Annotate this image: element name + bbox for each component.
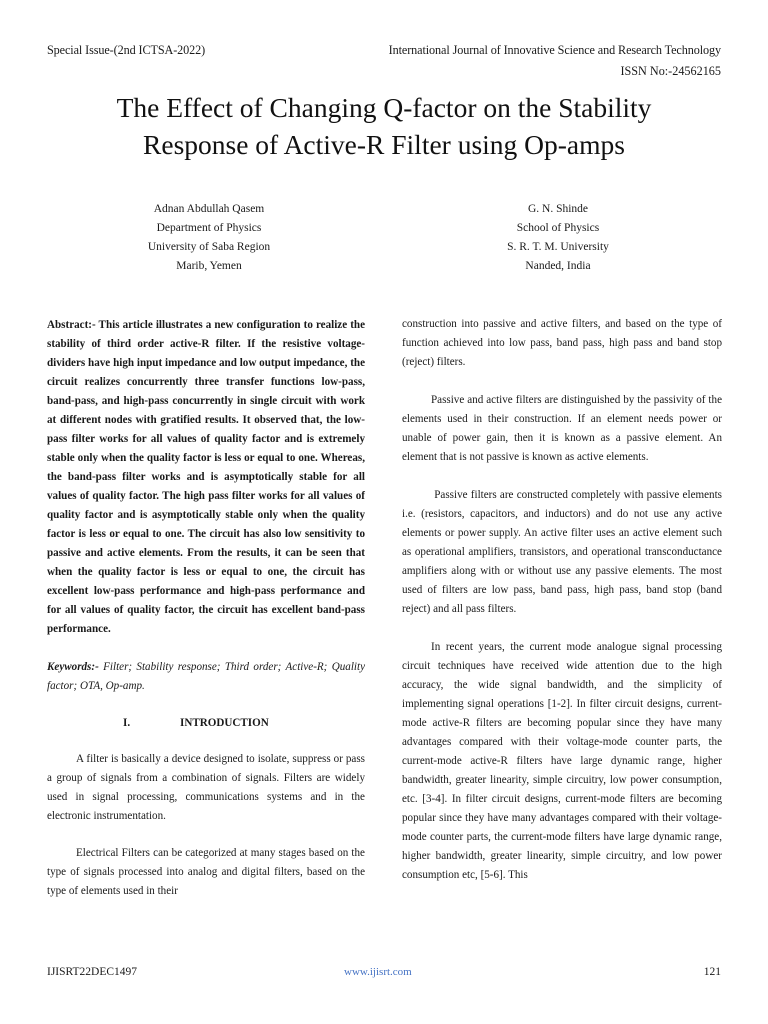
abstract — [47, 316, 365, 639]
footer-website-link[interactable]: www.ijisrt.com — [344, 966, 412, 978]
author-location: Marib, Yemen — [176, 260, 242, 272]
paragraph: Passive and active filters are distinguished by the passivity of the elements used in their construction. If an element needs power or unable of power gain, then it is known as a passive element. An element that is not passive is known as active elements. — [402, 394, 722, 463]
author-location: Nanded, India — [525, 260, 591, 272]
section-title: INTRODUCTION — [180, 717, 269, 729]
paper-title — [0, 89, 768, 163]
author-block-2 — [438, 200, 678, 276]
left-column — [47, 316, 365, 901]
author-name: G. N. Shinde — [527, 203, 589, 215]
paragraph: In recent years, the current mode analogue signal processing circuit techniques have received wide attention due to the high accuracy, the wide signal bandwidth, and the simplicity of implementing signal operations [1-2]. In filter circuit designs, current-mode active-R filters are becoming popular since they have many advantages compared with their voltage-mode counter parts, the current-mode active-R filters have large dynamic range, higher bandwidth, greater linearity, simple circuitry, low power consumption, etc. [3-4]. In filter circuit designs, current-mode filters are becoming popular since they have many advantages compared with their voltage-mode counter parts, the current-mode filters have large dynamic range, higher bandwidth, greater linearity, simple circuitry, and low power consumption etc, [5-6]. This — [402, 641, 722, 881]
keywords — [47, 658, 365, 696]
author-department: Department of Physics — [156, 222, 262, 234]
paragraph: Passive filters are constructed completely with passive elements i.e. (resistors, capacitors, and inductors) and do not use any active elements or power supply. An active filter uses an active element such as operational amplifiers, transistors, and operational transconductance amplifiers along with or without use any passive elements. The most used of filters are low pass, band pass, high pass, band stop (band reject) and all pass filters. — [402, 489, 725, 615]
keywords-label: Keywords:- — [47, 661, 99, 673]
abstract-text: This article illustrates a new configuration to realize the stability of third order active-R filter. If the resistive voltage-dividers have high input impedance and low output impedance, the circuit realizes concurrently three transfer functions low-pass, band-pass, and high-pass concurrently in single circuit with work at different nodes with gratified results. It observed that, the low-pass filter works for all values of quality factor and is extremely stable only when the quality factor is less or equal to one. Whereas, the band-pass filter works and is asymptotically stable for all values of quality factor. The high pass filter works for all values of quality factor and is asymptotically stable only when the quality factor is less or equal to one. The circuit has also low sensitivity to passive and active elements. From the results, it can be seen that when the quality factor is less or equal to one, the circuit has excellent low-pass performance and high-pass performance and for all values of quality factor, the circuit has excellent band-pass performance. — [47, 319, 366, 635]
author-name: Adnan Abdullah Qasem — [153, 203, 265, 215]
abstract-label: Abstract:- — [47, 319, 96, 331]
author-university: University of Saba Region — [147, 241, 271, 253]
keywords-text: Filter; Stability response; Third order; Active-R; Quality factor; OTA, Op-amp. — [47, 661, 366, 692]
paragraph: Electrical Filters can be categorized at many stages based on the type of signals processed into analog and digital filters, based on the type of elements used in their — [47, 847, 365, 897]
section-heading — [47, 714, 365, 733]
paper-title-line-2: Response of Active-R Filter using Op-amps — [143, 129, 625, 160]
paper-title-line-1: The Effect of Changing Q-factor on the Stability — [116, 92, 652, 123]
paragraph: construction into passive and active filters, and based on the type of function achieved into low pass, band pass, high pass and band stop (reject) filters. — [402, 318, 722, 368]
author-university: S. R. T. M. University — [507, 241, 609, 253]
issn-number: ISSN No:-24562165 — [620, 64, 721, 78]
author-department: School of Physics — [516, 222, 600, 234]
author-block-1 — [89, 200, 329, 276]
journal-name: International Journal of Innovative Science and Research Technology — [388, 43, 721, 57]
right-column — [402, 315, 725, 885]
footer-paper-id: IJISRT22DEC1497 — [47, 966, 138, 978]
page-number: 121 — [703, 966, 721, 978]
journal-issue-label: Special Issue-(2nd ICTSA-2022) — [47, 43, 206, 57]
section-number: I. — [123, 717, 131, 729]
paragraph: A filter is basically a device designed to isolate, suppress or pass a group of signals from a combination of signals. Filters are widely used in signal processing, communications systems and in the electronic instrumentation. — [47, 753, 365, 822]
